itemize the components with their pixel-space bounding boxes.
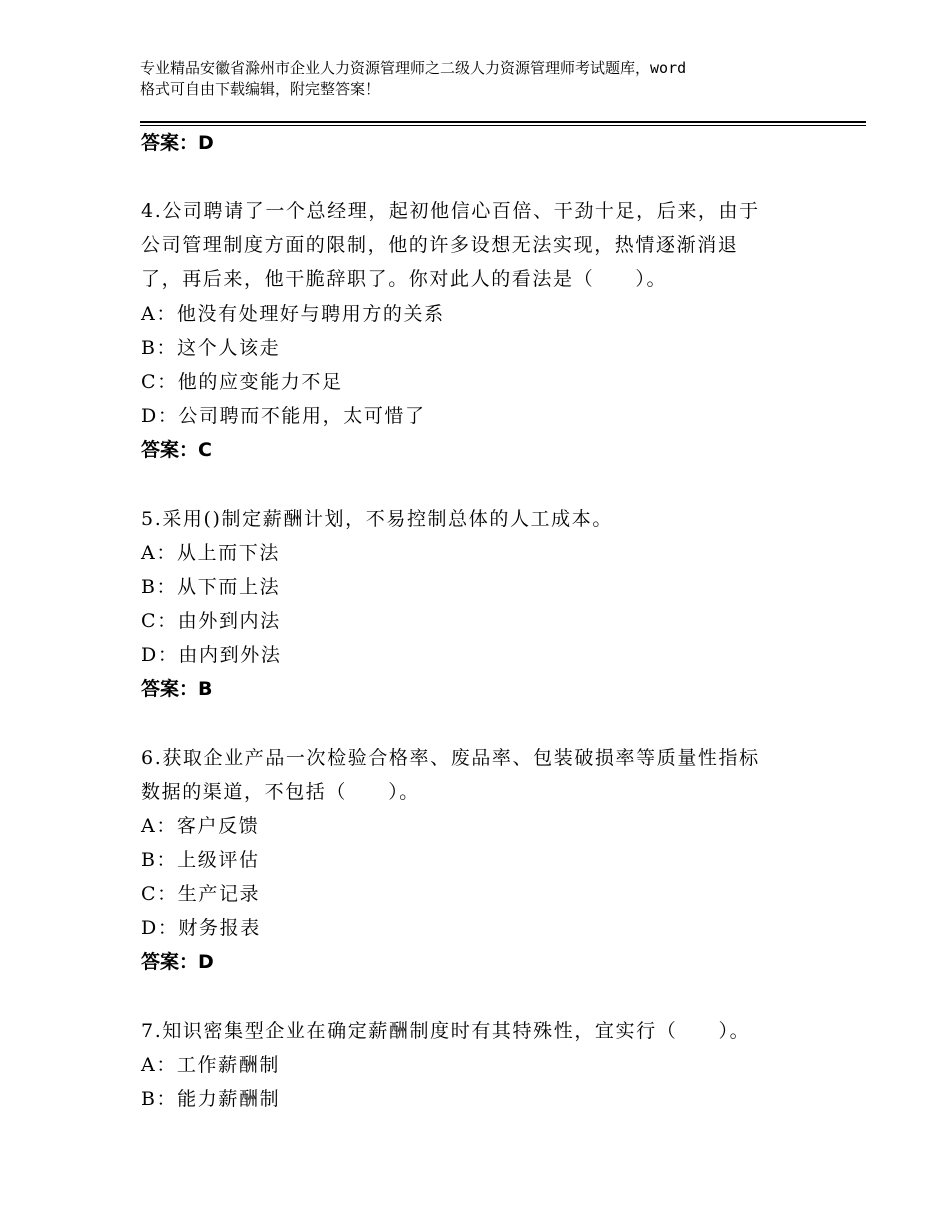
q5-option-d: D：由内到外法 [141, 644, 282, 666]
q6-stem-line1: 6.获取企业产品一次检验合格率、废品率、包装破损率等质量性指标 [141, 747, 760, 769]
q5-option-c: C：由外到内法 [141, 610, 281, 632]
q6-stem-line2: 数据的渠道，不包括（ ）。 [141, 781, 420, 803]
q6-option-b: B：上级评估 [141, 849, 260, 871]
header-title-line2: 格式可自由下载编辑，附完整答案！ [140, 80, 381, 98]
q7-option-b: B：能力薪酬制 [141, 1088, 281, 1110]
q4-stem-line1: 4.公司聘请了一个总经理，起初他信心百倍、干劲十足，后来，由于 [141, 200, 760, 222]
q4-option-c: C：他的应变能力不足 [141, 371, 343, 393]
q4-stem-line2: 公司管理制度方面的限制，他的许多设想无法实现，热情逐渐消退 [141, 234, 739, 256]
q6-option-c: C：生产记录 [141, 883, 261, 905]
q4-stem-line3: 了，再后来，他干脆辞职了。你对此人的看法是（ ）。 [141, 268, 668, 290]
q6-option-a: A：客户反馈 [141, 815, 260, 837]
q5-option-a: A：从上而下法 [141, 542, 280, 564]
q7-option-a: A：工作薪酬制 [141, 1054, 280, 1076]
answer-q5: 答案：B [141, 678, 213, 700]
q4-option-b: B：这个人该走 [141, 337, 281, 359]
answer-q4: 答案：C [141, 439, 212, 461]
q7-stem-line1: 7.知识密集型企业在确定薪酬制度时有其特殊性，宜实行（ ）。 [141, 1020, 751, 1042]
header-title-line1: 专业精品安徽省滁州市企业人力资源管理师之二级人力资源管理师考试题库，word [140, 59, 687, 77]
header-rule-thin [140, 125, 866, 126]
q4-option-d: D：公司聘而不能用，太可惜了 [141, 405, 426, 427]
q5-stem-line1: 5.采用()制定薪酬计划，不易控制总体的人工成本。 [141, 508, 613, 530]
page-header [140, 58, 840, 100]
header-rule-thick [140, 121, 866, 123]
q4-option-a: A：他没有处理好与聘用方的关系 [141, 303, 445, 325]
answer-q3: 答案：D [141, 132, 214, 154]
q5-option-b: B：从下而上法 [141, 576, 281, 598]
answer-q6: 答案：D [141, 951, 214, 973]
q6-option-d: D：财务报表 [141, 917, 261, 939]
